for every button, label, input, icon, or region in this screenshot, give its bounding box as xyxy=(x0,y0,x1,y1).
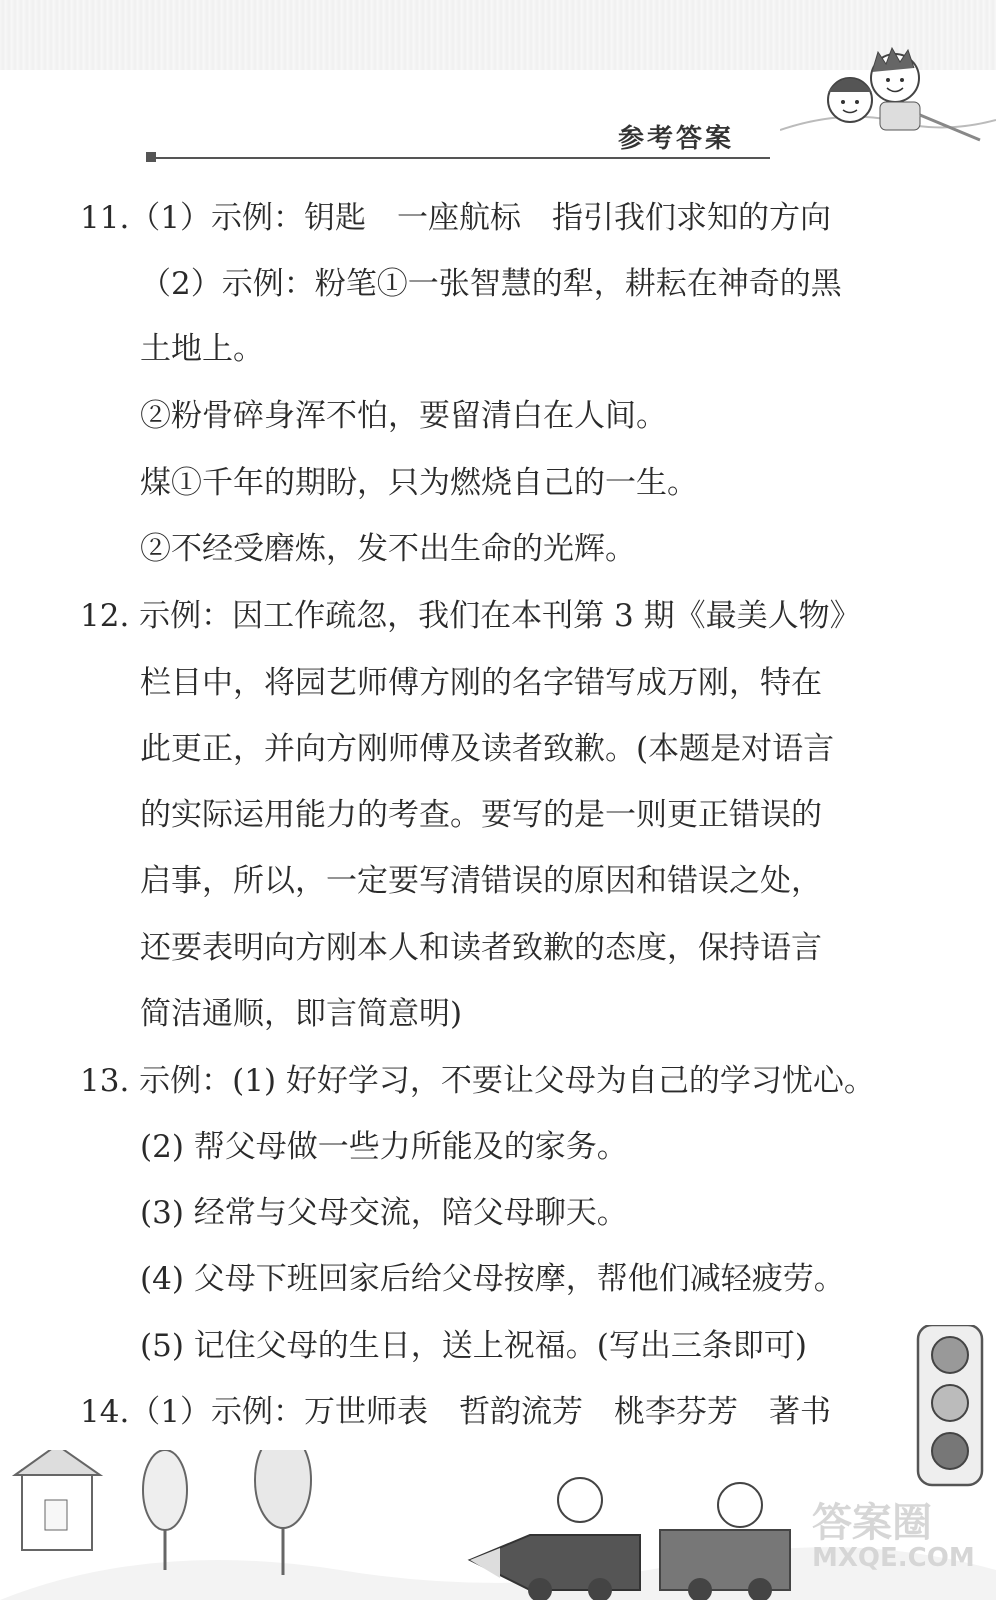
watermark xyxy=(812,1500,975,1573)
answer-line: 土地上。 xyxy=(140,331,264,367)
answer-line: 11.（1）示例：钥匙 一座航标 指引我们求知的方向 xyxy=(80,200,832,236)
answer-line: （2）示例：粉笔①一张智慧的犁，耕耘在神奇的黑 xyxy=(140,266,842,302)
answer-line: (5) 记住父母的生日，送上祝福。(写出三条即可) xyxy=(140,1328,807,1364)
answer-line: 14.（1）示例：万世师表 哲韵流芳 桃李芬芳 著书 xyxy=(80,1394,832,1430)
answer-line: (2) 帮父母做一些力所能及的家务。 xyxy=(140,1129,628,1165)
answer-line: 13. 示例：(1) 好好学习，不要让父母为自己的学习忧心。 xyxy=(80,1063,875,1099)
watermark-text: 答案圈 xyxy=(812,1500,932,1546)
answer-line: 还要表明向方刚本人和读者致歉的态度，保持语言 xyxy=(140,930,822,966)
children-illustration xyxy=(780,20,996,170)
header-rule xyxy=(150,157,770,159)
answer-line: ②不经受磨炼，发不出生命的光辉。 xyxy=(140,531,636,567)
answer-line: 简洁通顺，即言简意明) xyxy=(140,996,463,1032)
answer-line: 此更正，并向方刚师傅及读者致歉。(本题是对语言 xyxy=(140,731,835,767)
answer-line: 的实际运用能力的考查。要写的是一则更正错误的 xyxy=(140,797,822,833)
answer-line: ②粉骨碎身浑不怕，要留清白在人间。 xyxy=(140,398,667,434)
answer-line: (3) 经常与父母交流，陪父母聊天。 xyxy=(140,1195,628,1231)
answer-line: 栏目中，将园艺师傅方刚的名字错写成万刚，特在 xyxy=(140,665,822,701)
watermark-url: MXQE.COM xyxy=(812,1543,975,1573)
answer-line: 启事，所以，一定要写清错误的原因和错误之处， xyxy=(140,863,822,899)
answer-line: 12. 示例：因工作疏忽，我们在本刊第 3 期《最美人物》 xyxy=(80,598,861,634)
answer-line: 煤①千年的期盼，只为燃烧自己的一生。 xyxy=(140,465,698,501)
answer-line: (4) 父母下班回家后给父母按摩，帮他们减轻疲劳。 xyxy=(140,1261,845,1297)
header-title: 参考答案 xyxy=(618,124,735,154)
